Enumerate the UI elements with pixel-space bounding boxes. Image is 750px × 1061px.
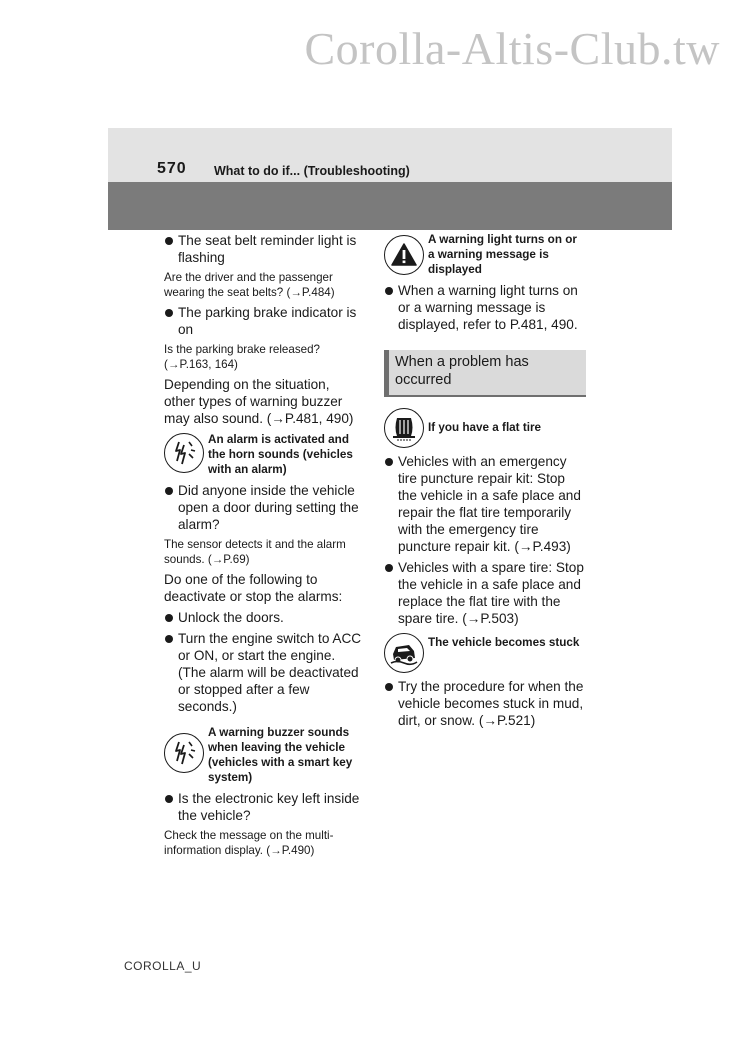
- note: Are the driver and the passenger wearing the seat belts? (→P.484): [164, 271, 335, 299]
- right-column: [384, 232, 586, 733]
- footer-code: COROLLA_U: [124, 959, 202, 973]
- section-banner: When a problem has occurred: [384, 350, 586, 397]
- bullet-item: The seat belt reminder light is flashing: [164, 232, 364, 266]
- bullet-item: Try the procedure for when the vehicle becomes stuck in mud, dirt, or snow. (→P.521): [384, 678, 586, 729]
- bullet-item: Unlock the doors.: [164, 609, 364, 626]
- left-column: [164, 232, 364, 862]
- bullet-item: Vehicles with an emergency tire puncture repair kit: Stop the vehicle in a safe place and repair the flat tire temporarily with the emergency tire puncture repair kit. (→P.493): [384, 453, 586, 555]
- alarm-horn-icon: [164, 433, 204, 473]
- bullet-item: Turn the engine switch to ACC or ON, or start the engine. (The alarm will be deactivated or stopped after a few seconds.): [164, 630, 364, 715]
- subheading-flat-tire: If you have a flat tire: [384, 407, 586, 448]
- note: Check the message on the multi-information display. (→P.490): [164, 829, 334, 857]
- note: The sensor detects it and the alarm sounds. (→P.69): [164, 538, 346, 566]
- section-title: What to do if... (Troubleshooting): [214, 164, 410, 178]
- bullet-item: Vehicles with a spare tire: Stop the vehicle in a safe place and replace the flat tire with the spare tire. (→P.503): [384, 559, 586, 627]
- bullet-item: Is the electronic key left inside the vehicle?: [164, 790, 364, 824]
- page-number: 570: [157, 160, 187, 177]
- note: Is the parking brake released? (→P.163, 164): [164, 343, 320, 371]
- paragraph: Do one of the following to deactivate or stop the alarms:: [164, 572, 343, 604]
- header-dark-band: [108, 182, 672, 230]
- flat-tire-icon: [384, 408, 424, 448]
- warning-triangle-icon: [384, 235, 424, 275]
- paragraph: Depending on the situation, other types of warning buzzer may also sound. (→P.481, 490): [164, 377, 354, 426]
- stuck-vehicle-icon: [384, 633, 424, 673]
- bullet-item: When a warning light turns on or a warning message is displayed, refer to P.481, 490.: [384, 282, 586, 333]
- subheading-alarm: An alarm is activated and the horn sounds (vehicles with an alarm): [164, 432, 364, 477]
- bullet-item: The parking brake indicator is on: [164, 304, 364, 338]
- warning-buzzer-icon: [164, 733, 204, 773]
- bullet-item: Did anyone inside the vehicle open a door during setting the alarm?: [164, 482, 364, 533]
- subheading-stuck: The vehicle becomes stuck: [384, 635, 586, 673]
- subheading-buzzer: A warning buzzer sounds when leaving the vehicle (vehicles with a smart key system): [164, 725, 364, 785]
- watermark: Corolla-Altis-Club.tw: [304, 23, 720, 74]
- subheading-warning-light: A warning light turns on or a warning message is displayed: [384, 232, 586, 277]
